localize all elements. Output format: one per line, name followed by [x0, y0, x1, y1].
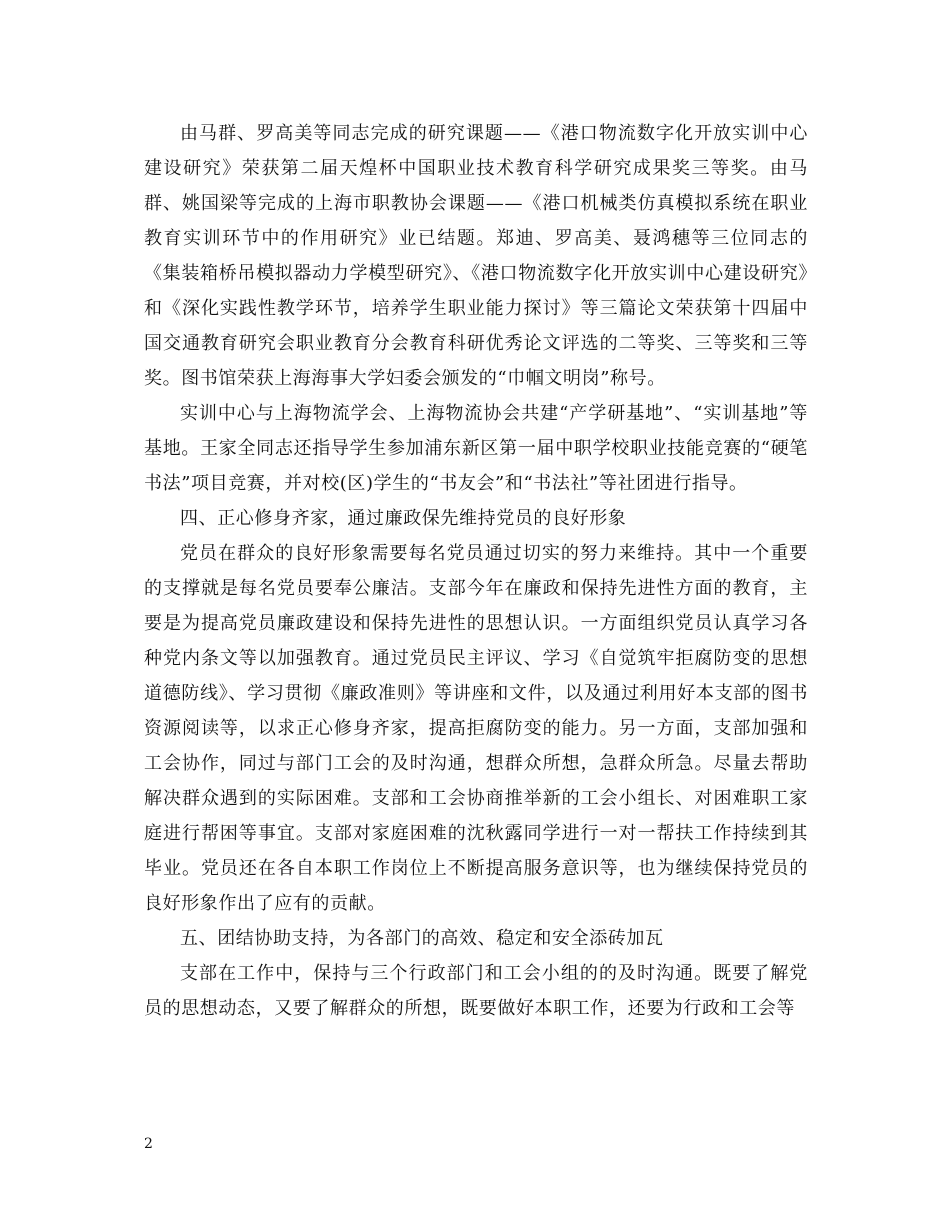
- paragraph-training-center: 实训中心与上海物流学会、上海物流协会共建“产学研基地”、“实训基地”等基地。王家全同志还指导学生参加浦东新区第一届中职学校职业技能竞赛的“硬笔书法”项目竞赛，并对校(区)学生的“书友会”和“书法社”等社团进行指导。: [144, 403, 808, 494]
- paragraph-research-awards: 由马群、罗高美等同志完成的研究课题——《港口物流数字化开放实训中心建设研究》荣获第二届天煌杯中国职业技术教育科学研究成果奖三等奖。由马群、姚国梁等完成的上海市职教协会课题——《港口机械类仿真模拟系统在职业教育实训环节中的作用研究》业已结题。郑迪、罗高美、聂鸿穗等三位同志的《集装箱桥吊模拟器动力学模型研究》、《港口物流数字化开放实训中心建设研究》和《深化实践性教学环节，培养学生职业能力探讨》等三篇论文荣获第十四届中国交通教育研究会职业教育分会教育科研优秀论文评选的二等奖、三等奖和三等奖。图书馆荣获上海海事大学妇委会颁发的“巾帼文明岗”称号。: [144, 123, 808, 389]
- paragraph-cooperation: 支部在工作中，保持与三个行政部门和工会小组的的及时沟通。既要了解党员的思想动态，又要了解群众的所想，既要做好本职工作，还要为行政和工会等: [144, 963, 808, 1019]
- document-body: [144, 116, 808, 1026]
- page-number: 2: [144, 1136, 153, 1152]
- paragraph-party-image: 党员在群众的良好形象需要每名党员通过切实的努力来维持。其中一个重要的支撑就是每名党员要奉公廉洁。支部今年在廉政和保持先进性方面的教育，主要是为提高党员廉政建设和保持先进性的思想认识。一方面组织党员认真学习各种党内条文等以加强教育。通过党员民主评议、学习《自觉筑牢拒腐防变的思想道德防线》、学习贯彻《廉政准则》等讲座和文件，以及通过利用好本支部的图书资源阅读等，以求正心修身齐家，提高拒腐防变的能力。另一方面，支部加强和工会协作，同过与部门工会的及时沟通，想群众所想，急群众所急。尽量去帮助解决群众遇到的实际困难。支部和工会协商推举新的工会小组长、对困难职工家庭进行帮困等事宜。支部对家庭困难的沈秋露同学进行一对一帮扶工作持续到其毕业。党员还在各自本职工作岗位上不断提高服务意识等，也为继续保持党员的良好形象作出了应有的贡献。: [144, 543, 808, 914]
- section-heading-five: 五、团结协助支持，为各部门的高效、稳定和安全添砖加瓦: [180, 928, 664, 949]
- section-heading-four: 四、正心修身齐家，通过廉政保先维持党员的良好形象: [180, 508, 627, 529]
